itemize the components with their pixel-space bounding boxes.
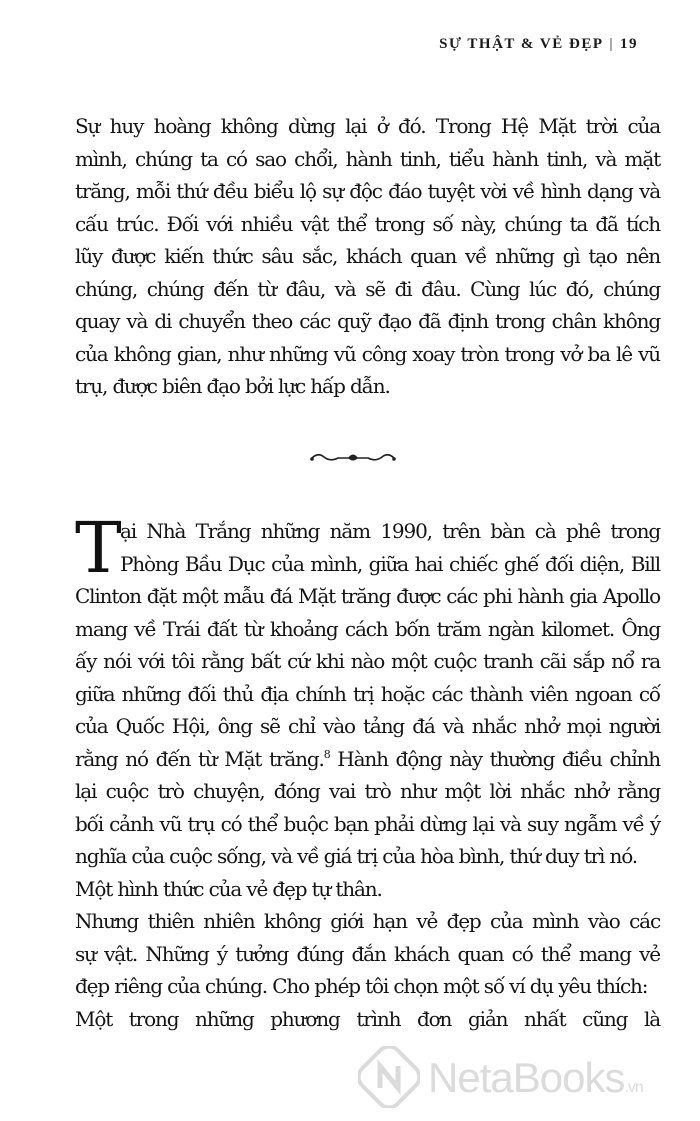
netabooks-logo-icon (358, 1046, 420, 1108)
text-line: mình, chúng ta có sao chổi, hành tinh, tiểu hành tinh, và mặt (75, 146, 660, 171)
drop-cap: T (75, 507, 122, 589)
footnote-marker: 8 (323, 747, 330, 761)
text-line: của không gian, như những vũ công xoay tròn trong vở ba lê vũ (75, 341, 660, 366)
text-line: quay và di chuyển theo các quỹ đạo đã định trong chân không (75, 309, 660, 333)
watermark-brand (428, 1054, 643, 1102)
text-segment: Hành động này thường điều chỉnh (329, 746, 660, 771)
text-line: của Quốc Hội, ông sẽ chỉ vào tảng đá và nhắc nhở mọi người (75, 714, 660, 738)
paragraph-solar-system (75, 110, 660, 403)
text-line: chúng, chúng đến từ đâu, và sẽ đi đâu. Cùng lúc đó, chúng (75, 276, 660, 301)
text-line: lũy được kiến thức sâu sắc, khách quan về những gì tạo nên (75, 244, 660, 268)
running-title: SỰ THẬT & VẺ ĐẸP (439, 36, 604, 52)
text-line: đẹp riêng của chúng. Cho phép tôi chọn một số ví dụ yêu thích: (75, 974, 648, 998)
text-line: bối cảnh vũ trụ có thể buộc bạn phải dừng lại và suy ngẫm về ý (75, 811, 660, 836)
text-line: trăng, mỗi thứ đều biểu lộ sự độc đáo tuyệt vời về hình dạng và (75, 179, 660, 203)
text-line-with-footnote (75, 743, 660, 776)
header-separator: | (609, 36, 614, 52)
text-line: Sự huy hoàng không dừng lại ở đó. Trong Hệ Mặt trời của (75, 114, 660, 138)
text-line: sự vật. Những ý tưởng đúng đắn khách quan có thể mang vẻ (75, 941, 660, 966)
paragraph-intrinsic-beauty: Một hình thức của vẻ đẹp tự thân. (75, 876, 382, 901)
paragraph-equation-intro: Một trong những phương trình đơn giản nhất cũng là (75, 1006, 660, 1031)
publisher-watermark (358, 1046, 688, 1110)
text-line: Phòng Bầu Dục của mình, giữa hai chiếc ghế đối diện, Bill (120, 551, 660, 576)
text-line: mang về Trái đất từ khoảng cách bốn trăm ngàn kilomet. Ông (75, 616, 660, 641)
text-line: trụ, được biên đạo bởi lực hấp dẫn. (75, 374, 390, 398)
running-header (439, 36, 638, 53)
watermark-brand-name: NetaBooks (428, 1054, 625, 1101)
watermark-tld: .vn (624, 1079, 643, 1096)
text-line: ại Nhà Trắng những năm 1990, trên bàn cà phê trong (120, 519, 660, 543)
text-line: Clinton đặt một mẫu đá Mặt trăng được các phi hành gia Apollo (75, 584, 660, 608)
page-number: 19 (620, 36, 638, 52)
text-line: lại cuộc trò chuyện, đóng vai trò như một lời nhắc nhở rằng (75, 779, 660, 803)
text-line: giữa những đối thủ địa chính trị hoặc các thành viên ngoan cố (75, 681, 660, 706)
paragraph-white-house (75, 507, 660, 1035)
section-divider-ornament (308, 447, 398, 467)
text-line: Nhưng thiên nhiên không giới hạn vẻ đẹp của mình vào các (75, 909, 660, 933)
text-segment: rằng nó đến từ Mặt trăng. (75, 746, 324, 771)
text-line: cấu trúc. Đối với nhiều vật thể trong số này, chúng ta đã tích (75, 211, 660, 236)
text-line: ấy nói với tôi rằng bất cứ khi nào một cuộc tranh cãi sắp nổ ra (75, 649, 660, 673)
text-line: nghĩa của cuộc sống, và về giá trị của hòa bình, thứ duy trì nó. (75, 844, 637, 868)
